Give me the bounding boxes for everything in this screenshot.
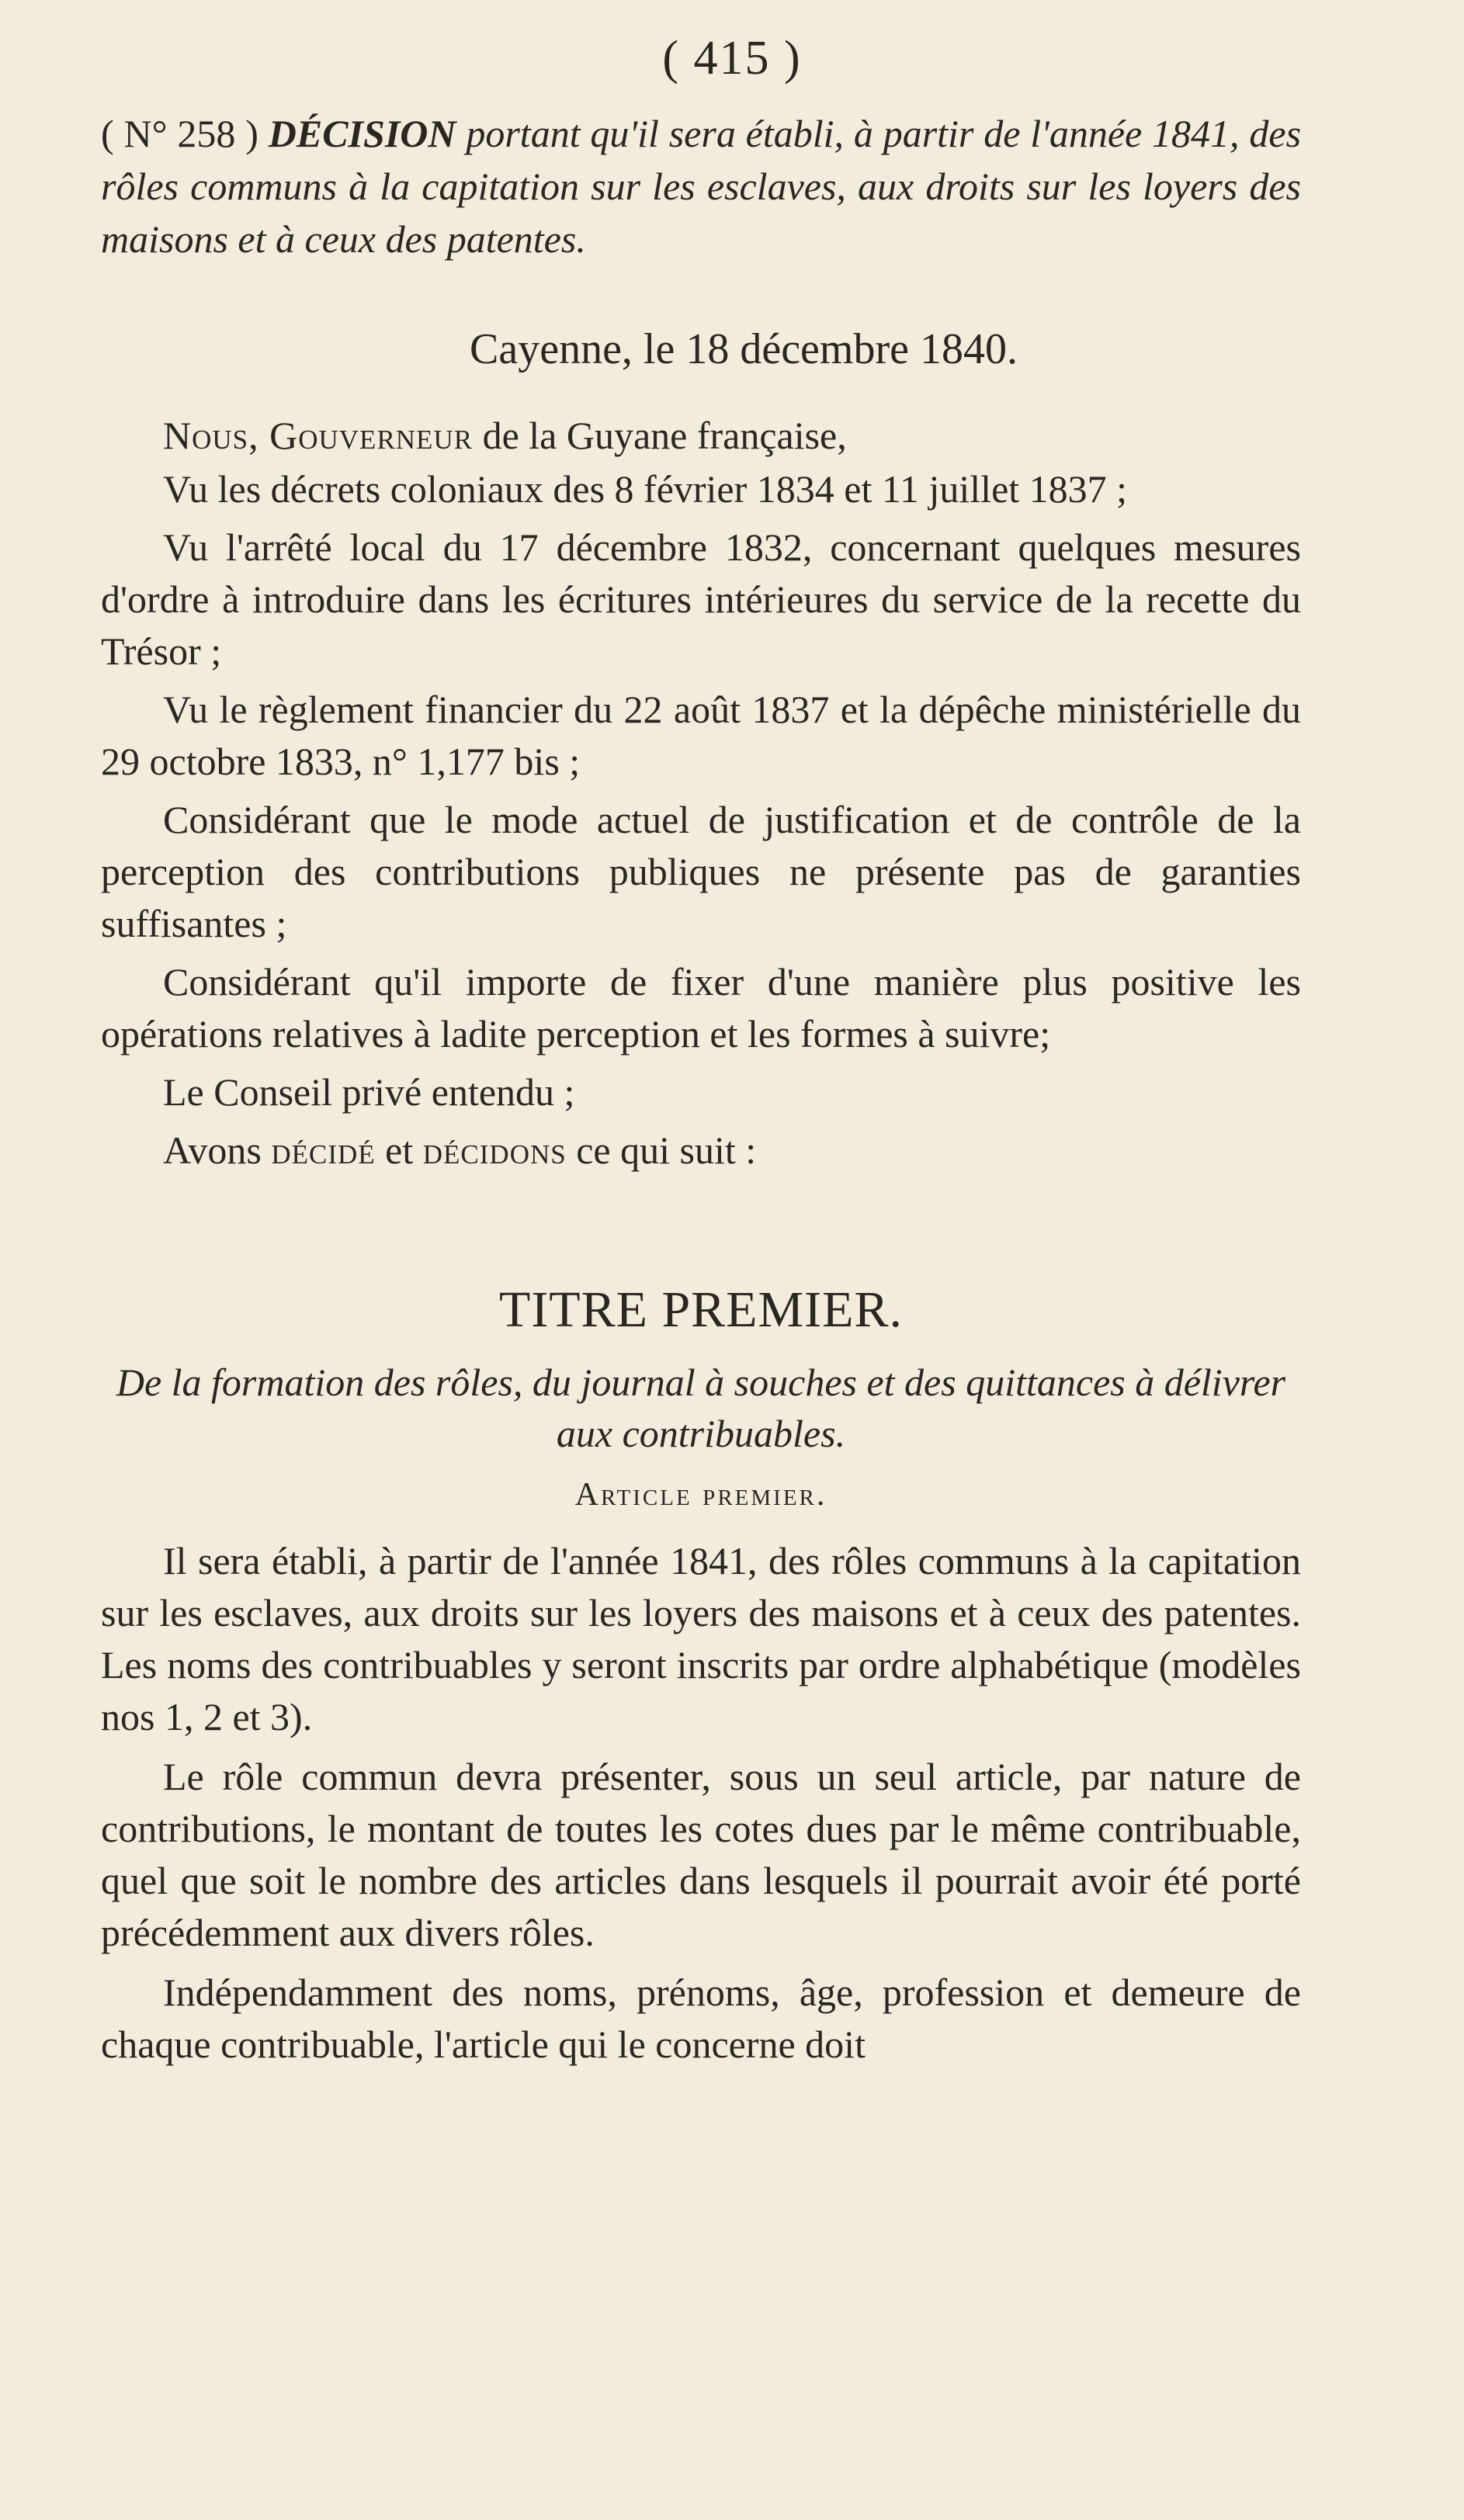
avons-line: Avons décidé et décidons ce qui suit :: [163, 1128, 757, 1172]
preamble-paragraph: Le Conseil privé entendu ;: [163, 1070, 575, 1114]
titre-premier: TITRE PREMIER.: [499, 1281, 903, 1338]
intro-rest: de la Guyane française,: [473, 414, 847, 457]
intro-nous: Nous, Gouverneur: [163, 414, 474, 457]
preamble-paragraph: Considérant que le mode actuel de justification et de contrôle de la perception des contributions publiques ne présente pas de garanties suffisantes ;: [101, 798, 1301, 945]
article-paragraph: Indépendamment des noms, prénoms, âge, profession et demeure de chaque contribuable, l'article qui le concerne doit: [101, 1971, 1301, 2066]
article-paragraph: Il sera établi, à partir de l'année 1841, des rôles communs à la capitation sur les esclaves, aux droits sur les loyers des maisons et à ceux des patentes. Les noms des contribuables y seront inscrits par ordre alphabétique (modèles nos 1, 2 et 3).: [101, 1539, 1301, 1738]
dateline: Cayenne, le 18 décembre 1840.: [470, 325, 1018, 373]
page-number: ( 415 ): [662, 32, 802, 85]
decision-title: portant qu'il sera établi, à partir de l'année 1841, des rôles communs à la capitation sur les esclaves, aux droits sur les loyers des maisons et à ceux des patentes.: [101, 112, 1302, 261]
decision-number: ( N° 258 ): [101, 112, 258, 155]
decision-word: DÉCISION: [268, 112, 456, 155]
preamble-paragraph: Considérant qu'il importe de fixer d'une manière plus positive les opérations relatives à ladite perception et les formes à suivre;: [101, 960, 1301, 1055]
preamble-paragraph: Vu l'arrêté local du 17 décembre 1832, concernant quelques mesures d'ordre à introduire dans les écritures intérieures du service de la recette du Trésor ;: [101, 525, 1301, 673]
article-body: [101, 1535, 1301, 2071]
titre-subtitle: De la formation des rôles, du journal à souches et des quittances à délivrer aux contribuables.: [116, 1361, 1286, 1455]
intro-line: [101, 410, 1301, 462]
article-heading: Article premier.: [574, 1477, 827, 1513]
preamble-paragraph: Vu les décrets coloniaux des 8 février 1834 et 11 juillet 1837 ;: [163, 467, 1128, 511]
decision-heading: [101, 107, 1301, 265]
preamble: [101, 410, 1301, 1177]
article-paragraph: Le rôle commun devra présenter, sous un seul article, par nature de contributions, le montant de toutes les cotes dues par le même contribuable, quel que soit le nombre des articles dans lesquels il pourrait avoir été porté précédemment aux divers rôles.: [101, 1755, 1301, 1954]
preamble-paragraph: Vu le règlement financier du 22 août 1837 et la dépêche ministérielle du 29 octobre 1833, n° 1,177 bis ;: [101, 688, 1301, 783]
